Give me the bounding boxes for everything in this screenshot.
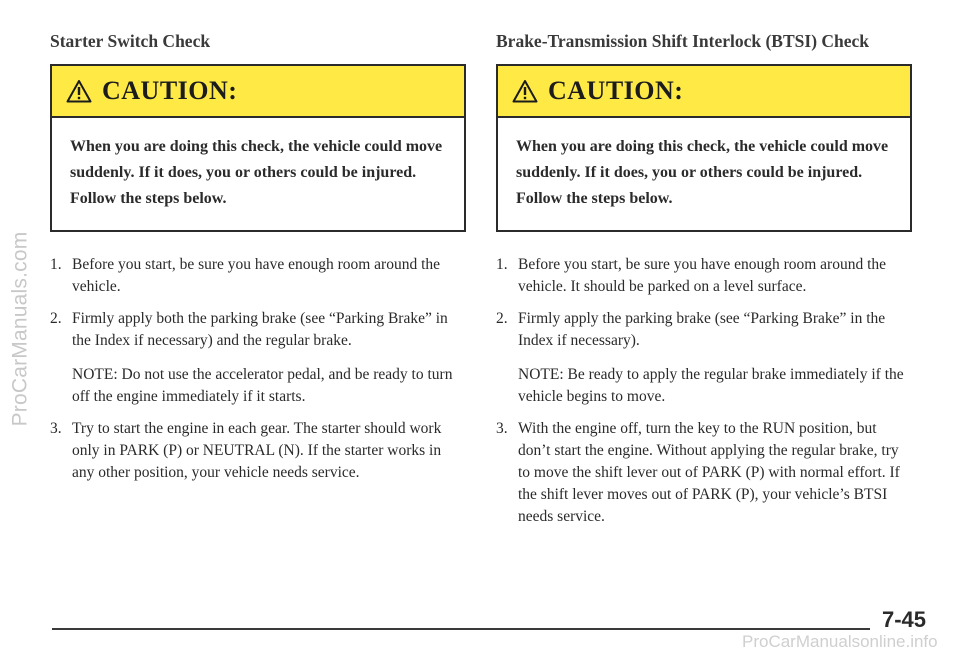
step-number: 2. [50,310,62,327]
btsi-check-heading: Brake-Transmission Shift Interlock (BTSI) Check [496,31,870,51]
side-watermark-text: ProCarManuals.com [8,231,31,426]
step-item [50,308,466,408]
caution-title-right: CAUTION: [548,76,684,105]
step-note: NOTE: Be ready to apply the regular brake immediately if the vehicle begins to move. [518,366,904,405]
step-note: NOTE: Do not use the accelerator pedal, and be ready to turn off the engine immediately if it starts. [72,366,453,405]
warning-triangle-icon [512,79,538,103]
step-item [496,254,912,298]
step-number: 3. [50,420,62,437]
step-text: Before you start, be sure you have enough room around the vehicle. [72,256,441,295]
footer-rule [52,628,870,630]
steps-list-right [496,254,912,528]
caution-title-left: CAUTION: [102,76,238,105]
step-text: Firmly apply both the parking brake (see “Parking Brake” in the Index if necessary) and the regular brake. [72,310,448,349]
left-column [50,30,466,494]
step-number: 1. [50,256,62,273]
footer-watermark: ProCarManualsonline.info [742,632,938,651]
step-item [496,308,912,408]
caution-box-right [496,64,912,232]
step-number: 3. [496,420,508,437]
page-number: 7-45 [882,607,927,632]
caution-box-left [50,64,466,232]
step-item [50,418,466,484]
caution-text-left: When you are doing this check, the vehicle could move suddenly. If it does, you or others could be injured. Follow the steps below. [70,138,443,207]
step-text: Before you start, be sure you have enough room around the vehicle. It should be parked on a level surface. [518,256,887,295]
step-text: Try to start the engine in each gear. The starter should work only in PARK (P) or NEUTRAL (N). If the starter works in any other position, your vehicle needs service. [72,420,442,481]
warning-triangle-icon [66,79,92,103]
step-text: With the engine off, turn the key to the RUN position, but don’t start the engine. Without applying the regular brake, try to move the shift lever out of PARK (P) with normal effort. If the shift lever moves out of PARK (P), your vehicle’s BTSI needs service. [518,420,900,525]
step-item [50,254,466,298]
caution-text-right: When you are doing this check, the vehicle could move suddenly. If it does, you or others could be injured. Follow the steps below. [516,138,889,207]
right-column [496,30,912,538]
steps-list-left [50,254,466,484]
step-number: 1. [496,256,508,273]
step-text: Firmly apply the parking brake (see “Parking Brake” in the Index if necessary). [518,310,886,349]
caution-bar-right [498,66,910,118]
side-watermark [2,0,38,657]
starter-switch-heading: Starter Switch Check [50,31,211,51]
step-item [496,418,912,528]
step-number: 2. [496,310,508,327]
caution-bar-left [52,66,464,118]
